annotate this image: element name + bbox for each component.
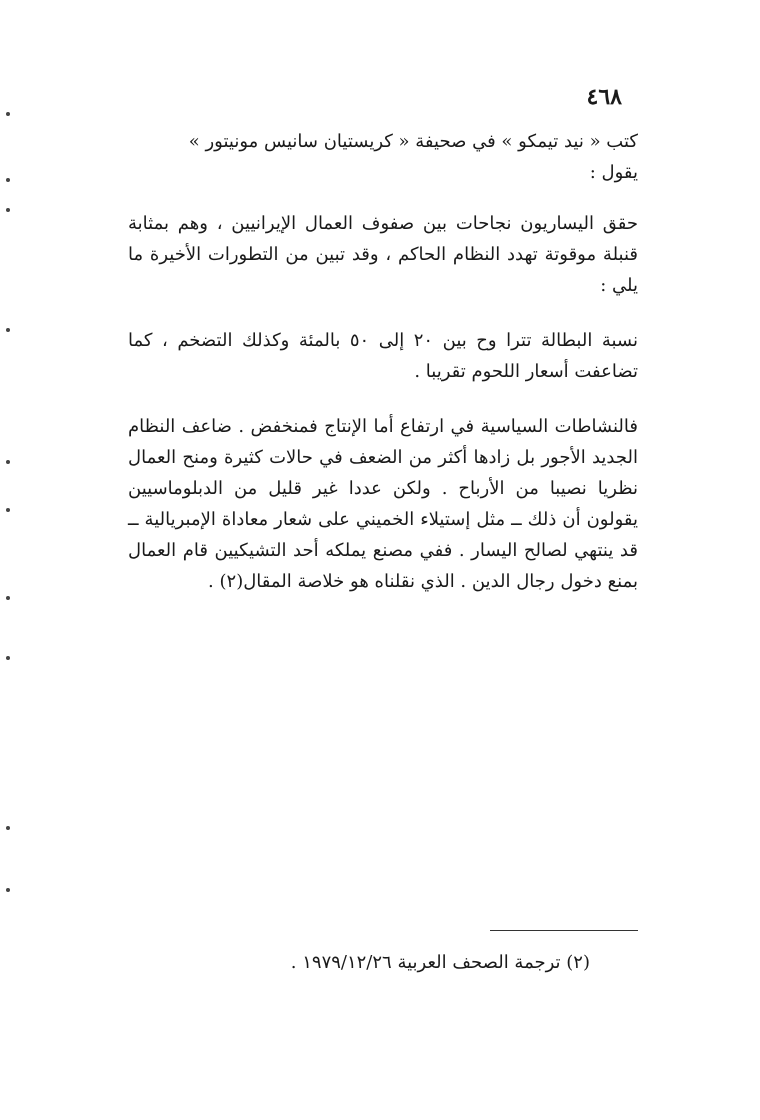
scan-speck bbox=[6, 826, 10, 830]
scan-speck bbox=[6, 508, 10, 512]
scan-speck bbox=[6, 460, 10, 464]
intro-paragraph bbox=[128, 126, 638, 188]
scan-speck bbox=[6, 656, 10, 660]
scan-speck bbox=[6, 112, 10, 116]
paragraph-3: فالنشاطات السياسية في ارتفاع أما الإنتاج فمنخفض . ضاعف النظام الجديد الأجور بل زادها أكثر من الضعف في حالات كثيرة ومنح العمال نظريا نصيبا من الأرباح . ولكن عددا غير قليل من الدبلوماسيين يقولون أن ذلك ــ مثل إستيلاء الخميني على شعار معاداة الإمبريالية ــ قد ينتهي لصالح اليسار . ففي مصنع يملكه أحد التشيكيين قام العمال بمنع دخول رجال الدين . الذي نقلناه هو خلاصة المقال(٢) . bbox=[128, 416, 638, 592]
paragraph-1: حقق اليساريون نجاحات بين صفوف العمال الإيرانيين ، وهم بمثابة قنبلة موقوتة تهدد النظام الحاكم ، وقد تبين من التطورات الأخيرة ما يلي : bbox=[128, 213, 638, 296]
scan-speck bbox=[6, 596, 10, 600]
paragraph-2: نسبة البطالة تترا وح بين ٢٠ إلى ٥٠ بالمئة وكذلك التضخم ، كما تضاعفت أسعار اللحوم تقريبا . bbox=[128, 330, 638, 382]
intro-line-1: كتب « نيد تيمكو » في صحيفة « كريستيان سانيس مونيتور » bbox=[188, 131, 638, 152]
footnote: (٢) ترجمة الصحف العربية ١٩٧٩/١٢/٢٦ . bbox=[290, 952, 590, 973]
scan-speck bbox=[6, 888, 10, 892]
scan-speck bbox=[6, 328, 10, 332]
page-number: ٤٦٨ bbox=[586, 84, 622, 110]
scan-speck bbox=[6, 208, 10, 212]
scan-speck bbox=[6, 178, 10, 182]
intro-line-2: يقول : bbox=[589, 162, 638, 183]
footnote-divider bbox=[490, 930, 638, 931]
body-text bbox=[128, 126, 638, 621]
